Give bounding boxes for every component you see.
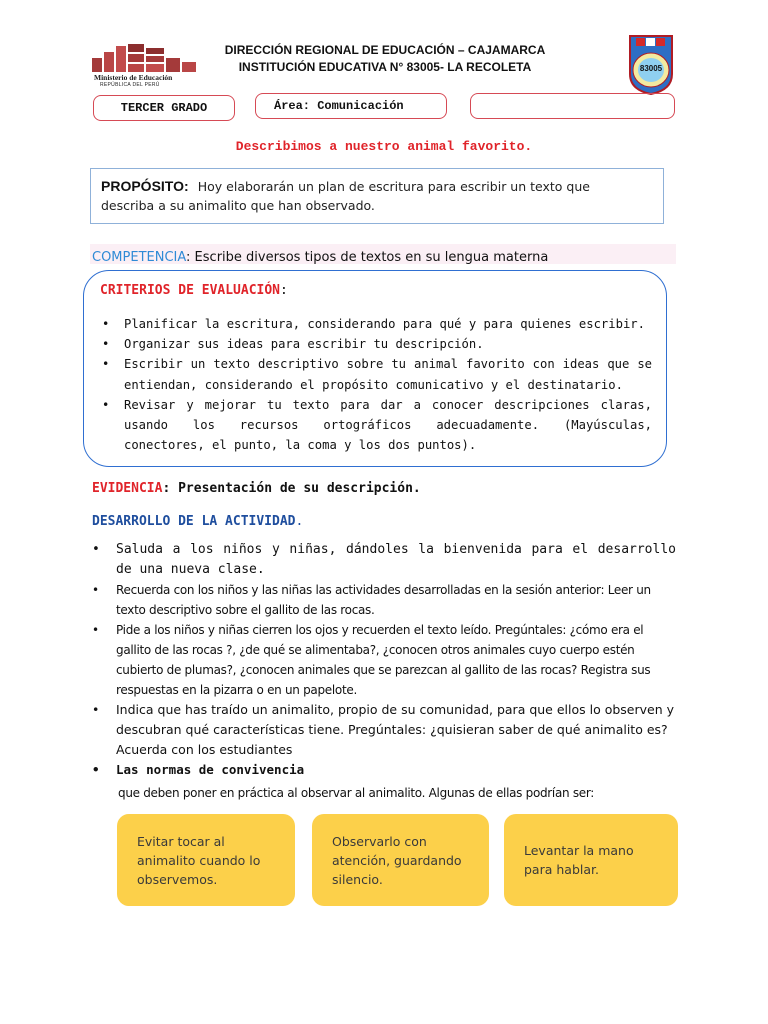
desarrollo-text: Pide a los niños y niñas cierren los ojos y recuerden el texto leído. Pregúntales: ¿cómo era el gallito de las rocas ?, ¿de qué se alimentaba?, ¿conocen otros animales cuyo cuerpo estén cubierto de plumas?, ¿conocen animales que se parezcan al gallito de las rocas? Registra sus respuestas en la pizarra o en un papelote. (116, 623, 651, 697)
desarrollo-title-period: . (295, 514, 304, 529)
criterios-title (100, 283, 288, 298)
page-title: Describimos a nuestro animal favorito. (235, 139, 533, 154)
logo-subtext: REPÚBLICA DEL PERÚ (100, 82, 160, 88)
desarrollo-text: Indica que has traído un animalito, propio de su comunidad, para que ellos lo observen y descubran qué características tiene. Pregúntales: ¿quisieran saber de qué animalito es? Acuerda con los estudiantes (116, 702, 675, 757)
list-item: • Organizar sus ideas para escribir tu descripción. (102, 337, 484, 352)
list-item: • Pide a los niños y niñas cierren los ojos y recuerden el texto leído. Pregúntales: ¿cómo era el gallito de las rocas ?, ¿de qué se alimentaba?, ¿conocen otros animales cuyo cuerpo estén cubierto de plumas?, ¿conocen animales que se parezcan al gallito de las rocas? Registra sus respuestas en la pizarra o en un papelote. (92, 623, 651, 697)
evidencia-text: : Presentación de su descripción. (162, 481, 421, 496)
competencia-text: : Escribe diversos tipos de textos en su lengua materna (186, 250, 549, 265)
criterios-title-colon: : (280, 283, 288, 298)
logo-text: Ministerio de Educación (94, 73, 173, 82)
normas-intro: que deben poner en práctica al observar al animalito. Algunas de ellas podrían ser: (118, 786, 595, 800)
criterios-title-text: CRITERIOS DE EVALUACIÓN (100, 283, 281, 298)
ministerio-logo (86, 40, 206, 98)
list-item: • Saluda a los niños y niñas, dándoles la bienvenida para el desarrollo de una nueva clase. (92, 542, 676, 577)
norma-card (504, 814, 678, 906)
norma-text: Evitar tocar al animalito cuando lo observemos. (137, 833, 261, 887)
norma-text: Observarlo con atención, guardando silencio. (332, 833, 462, 887)
list-item: • Las normas de convivencia (92, 762, 305, 777)
desarrollo-list (92, 540, 676, 780)
evidencia (92, 481, 421, 496)
norma-card (117, 814, 295, 906)
proposito-text-2: describa a su animalito que han observado. (101, 198, 375, 213)
school-seal (628, 34, 674, 96)
norma-card (312, 814, 489, 906)
list-item: • Escribir un texto descriptivo sobre tu animal favorito con ideas que se entiendan, considerando el propósito comunicativo y el destinatario. (102, 357, 652, 392)
desarrollo-title-text: DESARROLLO DE LA ACTIVIDAD (92, 514, 296, 529)
list-item: • Revisar y mejorar tu texto para dar a conocer descripciones claras, usando los recursos ortográficos adecuadamente. (Mayúsculas, conectores, el punto, la coma y los dos puntos). (102, 397, 652, 453)
seal-number: 83005 (639, 64, 663, 73)
criterio-text: Escribir un texto descriptivo sobre tu animal favorito con ideas que se entiendan, considerando el propósito comunicativo y el destinatario. (124, 357, 652, 392)
norma-text: Levantar la mano para hablar. (524, 843, 634, 877)
desarrollo-title (92, 514, 303, 529)
competencia (92, 246, 548, 265)
evidencia-label: EVIDENCIA (92, 481, 163, 496)
criterios-list (100, 314, 652, 455)
proposito-label: PROPÓSITO: (101, 178, 189, 194)
criterio-text: Revisar y mejorar tu texto para dar a conocer descripciones claras, usando los recursos ortográficos adecuadamente. (Mayúsculas, conectores, el punto, la coma y los dos puntos). (124, 397, 652, 453)
grade-box (93, 95, 235, 121)
desarrollo-text: Las normas de convivencia (116, 762, 305, 777)
area-box (255, 93, 447, 119)
list-item: • Indica que has traído un animalito, propio de su comunidad, para que ellos lo observen y descubran qué características tiene. Pregúntales: ¿quisieran saber de qué animalito es? Acuerda con los estudiantes (92, 702, 675, 757)
list-item: • Recuerda con los niños y las niñas las actividades desarrolladas en la sesión anterior: Leer un texto descriptivo sobre el gallito de las rocas. (92, 583, 651, 617)
area-label: Área: Comunicación (274, 99, 404, 113)
desarrollo-text: Saluda a los niños y niñas, dándoles la bienvenida para el desarrollo de una nueva clase. (116, 542, 676, 577)
grade-label: TERCER GRADO (120, 101, 208, 115)
proposito-text-1: Hoy elaborarán un plan de escritura para escribir un texto que (197, 179, 590, 194)
header-line-2: INSTITUCIÓN EDUCATIVA N° 83005- LA RECOLETA (238, 60, 532, 74)
ministerio-logo-bricks (86, 40, 206, 74)
criterio-text: Organizar sus ideas para escribir tu descripción. (124, 337, 484, 352)
header-line-1: DIRECCIÓN REGIONAL DE EDUCACIÓN – CAJAMARCA (224, 43, 546, 57)
proposito-line-1 (101, 176, 590, 195)
criterio-text: Planificar la escritura, considerando para qué y para quienes escribir. (124, 317, 645, 331)
desarrollo-text: Recuerda con los niños y las niñas las actividades desarrolladas en la sesión anterior: Leer un texto descriptivo sobre el gallito de las rocas. (116, 583, 651, 617)
competencia-label: COMPETENCIA (92, 250, 187, 265)
list-item: • Planificar la escritura, considerando para qué y para quienes escribir. (102, 317, 645, 331)
blank-field[interactable] (470, 93, 675, 119)
